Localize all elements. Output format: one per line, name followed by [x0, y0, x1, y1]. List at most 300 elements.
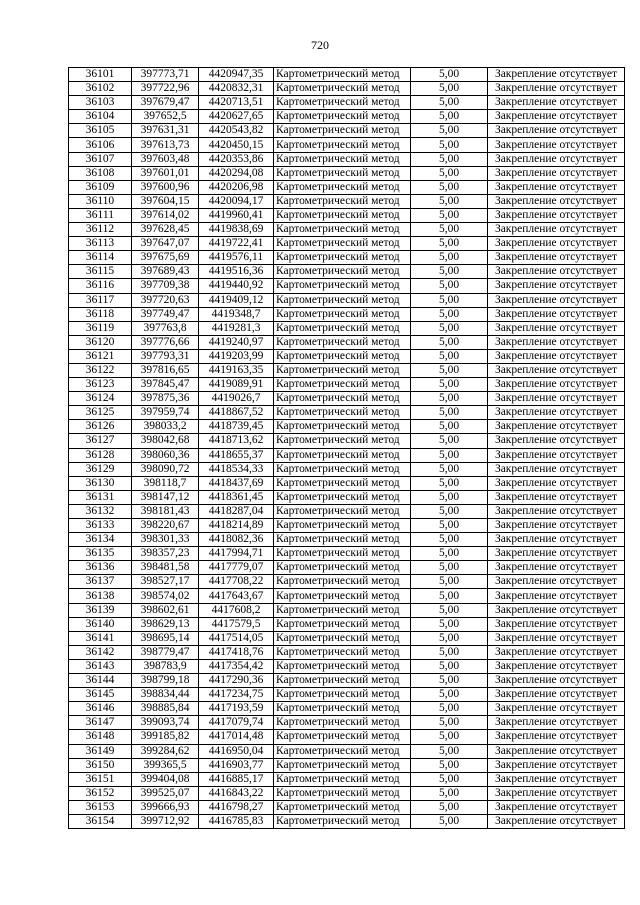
- fixation-cell: Закрепление отсутствует: [488, 575, 625, 589]
- fixation-cell: Закрепление отсутствует: [488, 321, 625, 335]
- fixation-cell: Закрепление отсутствует: [488, 617, 625, 631]
- x-coordinate-cell: 397720,63: [132, 293, 199, 307]
- point-number-cell: 36115: [69, 265, 132, 279]
- point-number-cell: 36109: [69, 180, 132, 194]
- table-row: [69, 321, 625, 335]
- point-number-cell: 36114: [69, 251, 132, 265]
- table-row: [69, 603, 625, 617]
- error-cell: 5,00: [411, 349, 488, 363]
- fixation-cell: Закрепление отсутствует: [488, 349, 625, 363]
- table-row: [69, 434, 625, 448]
- table-row: [69, 786, 625, 800]
- table-row: [69, 575, 625, 589]
- x-coordinate-cell: 397722,96: [132, 82, 199, 96]
- fixation-cell: Закрепление отсутствует: [488, 223, 625, 237]
- y-coordinate-cell: 4419089,91: [199, 378, 274, 392]
- table-row: [69, 293, 625, 307]
- x-coordinate-cell: 397647,07: [132, 237, 199, 251]
- point-number-cell: 36104: [69, 110, 132, 124]
- method-cell: Картометрический метод: [274, 448, 411, 462]
- method-cell: Картометрический метод: [274, 462, 411, 476]
- point-number-cell: 36128: [69, 448, 132, 462]
- error-cell: 5,00: [411, 659, 488, 673]
- table-row: [69, 800, 625, 814]
- fixation-cell: Закрепление отсутствует: [488, 251, 625, 265]
- table-row: [69, 194, 625, 208]
- y-coordinate-cell: 4420353,86: [199, 152, 274, 166]
- point-number-cell: 36121: [69, 349, 132, 363]
- method-cell: Картометрический метод: [274, 166, 411, 180]
- table-row: [69, 378, 625, 392]
- method-cell: Картометрический метод: [274, 617, 411, 631]
- method-cell: Картометрический метод: [274, 307, 411, 321]
- fixation-cell: Закрепление отсутствует: [488, 152, 625, 166]
- x-coordinate-cell: 397763,8: [132, 321, 199, 335]
- x-coordinate-cell: 397773,71: [132, 68, 199, 82]
- x-coordinate-cell: 398060,36: [132, 448, 199, 462]
- method-cell: Картометрический метод: [274, 674, 411, 688]
- y-coordinate-cell: 4417234,75: [199, 688, 274, 702]
- table-row: [69, 490, 625, 504]
- error-cell: 5,00: [411, 321, 488, 335]
- method-cell: Картометрический метод: [274, 800, 411, 814]
- table-row: [69, 645, 625, 659]
- fixation-cell: Закрепление отсутствует: [488, 645, 625, 659]
- method-cell: Картометрический метод: [274, 208, 411, 222]
- fixation-cell: Закрепление отсутствует: [488, 124, 625, 138]
- point-number-cell: 36101: [69, 68, 132, 82]
- y-coordinate-cell: 4419960,41: [199, 208, 274, 222]
- method-cell: Картометрический метод: [274, 490, 411, 504]
- y-coordinate-cell: 4417193,59: [199, 702, 274, 716]
- fixation-cell: Закрепление отсутствует: [488, 716, 625, 730]
- table-row: [69, 702, 625, 716]
- method-cell: Картометрический метод: [274, 349, 411, 363]
- method-cell: Картометрический метод: [274, 321, 411, 335]
- point-number-cell: 36149: [69, 744, 132, 758]
- table-row: [69, 392, 625, 406]
- point-number-cell: 36123: [69, 378, 132, 392]
- method-cell: Картометрический метод: [274, 702, 411, 716]
- point-number-cell: 36111: [69, 208, 132, 222]
- x-coordinate-cell: 397793,31: [132, 349, 199, 363]
- x-coordinate-cell: 397652,5: [132, 110, 199, 124]
- y-coordinate-cell: 4417708,22: [199, 575, 274, 589]
- x-coordinate-cell: 399284,62: [132, 744, 199, 758]
- point-number-cell: 36134: [69, 533, 132, 547]
- page-number: 720: [311, 38, 329, 52]
- point-number-cell: 36113: [69, 237, 132, 251]
- y-coordinate-cell: 4418713,62: [199, 434, 274, 448]
- fixation-cell: Закрепление отсутствует: [488, 730, 625, 744]
- point-number-cell: 36122: [69, 363, 132, 377]
- x-coordinate-cell: 397614,02: [132, 208, 199, 222]
- table-row: [69, 363, 625, 377]
- error-cell: 5,00: [411, 561, 488, 575]
- method-cell: Картометрический метод: [274, 603, 411, 617]
- y-coordinate-cell: 4420094,17: [199, 194, 274, 208]
- method-cell: Картометрический метод: [274, 589, 411, 603]
- point-number-cell: 36129: [69, 462, 132, 476]
- method-cell: Картометрический метод: [274, 293, 411, 307]
- method-cell: Картометрический метод: [274, 265, 411, 279]
- table-row: [69, 180, 625, 194]
- table-row: [69, 758, 625, 772]
- table-row: [69, 617, 625, 631]
- point-number-cell: 36118: [69, 307, 132, 321]
- table-row: [69, 631, 625, 645]
- x-coordinate-cell: 397709,38: [132, 279, 199, 293]
- point-number-cell: 36127: [69, 434, 132, 448]
- x-coordinate-cell: 398783,9: [132, 659, 199, 673]
- point-number-cell: 36151: [69, 772, 132, 786]
- point-number-cell: 36108: [69, 166, 132, 180]
- x-coordinate-cell: 397613,73: [132, 138, 199, 152]
- error-cell: 5,00: [411, 392, 488, 406]
- error-cell: 5,00: [411, 420, 488, 434]
- method-cell: Картометрический метод: [274, 124, 411, 138]
- error-cell: 5,00: [411, 279, 488, 293]
- table-row: [69, 674, 625, 688]
- point-number-cell: 36116: [69, 279, 132, 293]
- table-row: [69, 589, 625, 603]
- method-cell: Картометрический метод: [274, 194, 411, 208]
- fixation-cell: Закрепление отсутствует: [488, 378, 625, 392]
- error-cell: 5,00: [411, 152, 488, 166]
- x-coordinate-cell: 398602,61: [132, 603, 199, 617]
- fixation-cell: Закрепление отсутствует: [488, 688, 625, 702]
- point-number-cell: 36150: [69, 758, 132, 772]
- method-cell: Картометрический метод: [274, 814, 411, 828]
- x-coordinate-cell: 398147,12: [132, 490, 199, 504]
- table-row: [69, 335, 625, 349]
- x-coordinate-cell: 398220,67: [132, 519, 199, 533]
- y-coordinate-cell: 4419026,7: [199, 392, 274, 406]
- y-coordinate-cell: 4419838,69: [199, 223, 274, 237]
- method-cell: Картометрический метод: [274, 476, 411, 490]
- method-cell: Картометрический метод: [274, 68, 411, 82]
- method-cell: Картометрический метод: [274, 547, 411, 561]
- fixation-cell: Закрепление отсутствует: [488, 589, 625, 603]
- y-coordinate-cell: 4417079,74: [199, 716, 274, 730]
- x-coordinate-cell: 397689,43: [132, 265, 199, 279]
- x-coordinate-cell: 397875,36: [132, 392, 199, 406]
- fixation-cell: Закрепление отсутствует: [488, 519, 625, 533]
- fixation-cell: Закрепление отсутствует: [488, 265, 625, 279]
- fixation-cell: Закрепление отсутствует: [488, 208, 625, 222]
- fixation-cell: Закрепление отсутствует: [488, 335, 625, 349]
- point-number-cell: 36141: [69, 631, 132, 645]
- x-coordinate-cell: 398799,18: [132, 674, 199, 688]
- fixation-cell: Закрепление отсутствует: [488, 702, 625, 716]
- x-coordinate-cell: 397631,31: [132, 124, 199, 138]
- table-row: [69, 349, 625, 363]
- error-cell: 5,00: [411, 645, 488, 659]
- error-cell: 5,00: [411, 533, 488, 547]
- fixation-cell: Закрепление отсутствует: [488, 68, 625, 82]
- y-coordinate-cell: 4418361,45: [199, 490, 274, 504]
- x-coordinate-cell: 397600,96: [132, 180, 199, 194]
- error-cell: 5,00: [411, 293, 488, 307]
- fixation-cell: Закрепление отсутствует: [488, 659, 625, 673]
- y-coordinate-cell: 4416903,77: [199, 758, 274, 772]
- x-coordinate-cell: 398779,47: [132, 645, 199, 659]
- fixation-cell: Закрепление отсутствует: [488, 392, 625, 406]
- x-coordinate-cell: 397776,66: [132, 335, 199, 349]
- y-coordinate-cell: 4417779,07: [199, 561, 274, 575]
- x-coordinate-cell: 397604,15: [132, 194, 199, 208]
- error-cell: 5,00: [411, 68, 488, 82]
- y-coordinate-cell: 4417354,42: [199, 659, 274, 673]
- fixation-cell: Закрепление отсутствует: [488, 533, 625, 547]
- y-coordinate-cell: 4419722,41: [199, 237, 274, 251]
- error-cell: 5,00: [411, 194, 488, 208]
- x-coordinate-cell: 399666,93: [132, 800, 199, 814]
- fixation-cell: Закрепление отсутствует: [488, 490, 625, 504]
- table-row: [69, 476, 625, 490]
- error-cell: 5,00: [411, 251, 488, 265]
- y-coordinate-cell: 4418437,69: [199, 476, 274, 490]
- method-cell: Картометрический метод: [274, 758, 411, 772]
- error-cell: 5,00: [411, 589, 488, 603]
- point-number-cell: 36102: [69, 82, 132, 96]
- table-row: [69, 744, 625, 758]
- fixation-cell: Закрепление отсутствует: [488, 504, 625, 518]
- table-row: [69, 237, 625, 251]
- table-row: [69, 279, 625, 293]
- fixation-cell: Закрепление отсутствует: [488, 786, 625, 800]
- error-cell: 5,00: [411, 490, 488, 504]
- x-coordinate-cell: 398629,13: [132, 617, 199, 631]
- x-coordinate-cell: 399712,92: [132, 814, 199, 828]
- fixation-cell: Закрепление отсутствует: [488, 462, 625, 476]
- y-coordinate-cell: 4419281,3: [199, 321, 274, 335]
- error-cell: 5,00: [411, 307, 488, 321]
- fixation-cell: Закрепление отсутствует: [488, 744, 625, 758]
- method-cell: Картометрический метод: [274, 237, 411, 251]
- coordinates-table-body: [69, 68, 625, 829]
- x-coordinate-cell: 399185,82: [132, 730, 199, 744]
- method-cell: Картометрический метод: [274, 138, 411, 152]
- point-number-cell: 36146: [69, 702, 132, 716]
- error-cell: 5,00: [411, 504, 488, 518]
- table-row: [69, 251, 625, 265]
- point-number-cell: 36137: [69, 575, 132, 589]
- y-coordinate-cell: 4416798,27: [199, 800, 274, 814]
- fixation-cell: Закрепление отсутствует: [488, 279, 625, 293]
- method-cell: Картометрический метод: [274, 730, 411, 744]
- point-number-cell: 36130: [69, 476, 132, 490]
- error-cell: 5,00: [411, 786, 488, 800]
- point-number-cell: 36110: [69, 194, 132, 208]
- x-coordinate-cell: 398834,44: [132, 688, 199, 702]
- error-cell: 5,00: [411, 96, 488, 110]
- method-cell: Картометрический метод: [274, 363, 411, 377]
- table-row: [69, 462, 625, 476]
- fixation-cell: Закрепление отсутствует: [488, 363, 625, 377]
- error-cell: 5,00: [411, 702, 488, 716]
- method-cell: Картометрический метод: [274, 744, 411, 758]
- table-row: [69, 772, 625, 786]
- error-cell: 5,00: [411, 772, 488, 786]
- x-coordinate-cell: 398357,23: [132, 547, 199, 561]
- error-cell: 5,00: [411, 406, 488, 420]
- y-coordinate-cell: 4420294,08: [199, 166, 274, 180]
- table-row: [69, 561, 625, 575]
- point-number-cell: 36107: [69, 152, 132, 166]
- y-coordinate-cell: 4416843,22: [199, 786, 274, 800]
- method-cell: Картометрический метод: [274, 96, 411, 110]
- x-coordinate-cell: 399404,08: [132, 772, 199, 786]
- error-cell: 5,00: [411, 138, 488, 152]
- method-cell: Картометрический метод: [274, 659, 411, 673]
- error-cell: 5,00: [411, 363, 488, 377]
- y-coordinate-cell: 4417014,48: [199, 730, 274, 744]
- point-number-cell: 36143: [69, 659, 132, 673]
- table-row: [69, 208, 625, 222]
- error-cell: 5,00: [411, 180, 488, 194]
- table-row: [69, 138, 625, 152]
- point-number-cell: 36135: [69, 547, 132, 561]
- x-coordinate-cell: 397675,69: [132, 251, 199, 265]
- error-cell: 5,00: [411, 800, 488, 814]
- table-row: [69, 716, 625, 730]
- y-coordinate-cell: 4420947,35: [199, 68, 274, 82]
- error-cell: 5,00: [411, 688, 488, 702]
- table-row: [69, 547, 625, 561]
- fixation-cell: Закрепление отсутствует: [488, 237, 625, 251]
- y-coordinate-cell: 4419163,35: [199, 363, 274, 377]
- x-coordinate-cell: 397601,01: [132, 166, 199, 180]
- x-coordinate-cell: 398885,84: [132, 702, 199, 716]
- table-row: [69, 406, 625, 420]
- error-cell: 5,00: [411, 603, 488, 617]
- table-row: [69, 96, 625, 110]
- fixation-cell: Закрепление отсутствует: [488, 110, 625, 124]
- error-cell: 5,00: [411, 223, 488, 237]
- fixation-cell: Закрепление отсутствует: [488, 631, 625, 645]
- point-number-cell: 36147: [69, 716, 132, 730]
- method-cell: Картометрический метод: [274, 279, 411, 293]
- method-cell: Картометрический метод: [274, 519, 411, 533]
- method-cell: Картометрический метод: [274, 575, 411, 589]
- error-cell: 5,00: [411, 110, 488, 124]
- table-row: [69, 519, 625, 533]
- error-cell: 5,00: [411, 237, 488, 251]
- y-coordinate-cell: 4419576,11: [199, 251, 274, 265]
- y-coordinate-cell: 4420450,15: [199, 138, 274, 152]
- fixation-cell: Закрепление отсутствует: [488, 814, 625, 828]
- point-number-cell: 36106: [69, 138, 132, 152]
- point-number-cell: 36136: [69, 561, 132, 575]
- method-cell: Картометрический метод: [274, 251, 411, 265]
- error-cell: 5,00: [411, 617, 488, 631]
- y-coordinate-cell: 4417579,5: [199, 617, 274, 631]
- table-row: [69, 166, 625, 180]
- x-coordinate-cell: 397603,48: [132, 152, 199, 166]
- fixation-cell: Закрепление отсутствует: [488, 180, 625, 194]
- point-number-cell: 36144: [69, 674, 132, 688]
- error-cell: 5,00: [411, 124, 488, 138]
- y-coordinate-cell: 4419348,7: [199, 307, 274, 321]
- table-row: [69, 420, 625, 434]
- fixation-cell: Закрепление отсутствует: [488, 138, 625, 152]
- fixation-cell: Закрепление отсутствует: [488, 194, 625, 208]
- error-cell: 5,00: [411, 575, 488, 589]
- method-cell: Картометрический метод: [274, 533, 411, 547]
- x-coordinate-cell: 397679,47: [132, 96, 199, 110]
- point-number-cell: 36154: [69, 814, 132, 828]
- method-cell: Картометрический метод: [274, 180, 411, 194]
- fixation-cell: Закрепление отсутствует: [488, 293, 625, 307]
- point-number-cell: 36133: [69, 519, 132, 533]
- table-row: [69, 82, 625, 96]
- table-row: [69, 223, 625, 237]
- y-coordinate-cell: 4418214,89: [199, 519, 274, 533]
- y-coordinate-cell: 4417994,71: [199, 547, 274, 561]
- y-coordinate-cell: 4419409,12: [199, 293, 274, 307]
- y-coordinate-cell: 4417514,05: [199, 631, 274, 645]
- method-cell: Картометрический метод: [274, 504, 411, 518]
- point-number-cell: 36103: [69, 96, 132, 110]
- fixation-cell: Закрепление отсутствует: [488, 307, 625, 321]
- y-coordinate-cell: 4420627,65: [199, 110, 274, 124]
- y-coordinate-cell: 4420713,51: [199, 96, 274, 110]
- point-number-cell: 36139: [69, 603, 132, 617]
- y-coordinate-cell: 4418082,36: [199, 533, 274, 547]
- table-row: [69, 124, 625, 138]
- method-cell: Картометрический метод: [274, 110, 411, 124]
- method-cell: Картометрический метод: [274, 716, 411, 730]
- table-row: [69, 533, 625, 547]
- table-row: [69, 504, 625, 518]
- method-cell: Картометрический метод: [274, 378, 411, 392]
- method-cell: Картометрический метод: [274, 392, 411, 406]
- x-coordinate-cell: 398574,02: [132, 589, 199, 603]
- table-row: [69, 688, 625, 702]
- x-coordinate-cell: 399525,07: [132, 786, 199, 800]
- y-coordinate-cell: 4418867,52: [199, 406, 274, 420]
- y-coordinate-cell: 4420206,98: [199, 180, 274, 194]
- y-coordinate-cell: 4417290,36: [199, 674, 274, 688]
- y-coordinate-cell: 4419203,99: [199, 349, 274, 363]
- x-coordinate-cell: 398033,2: [132, 420, 199, 434]
- method-cell: Картометрический метод: [274, 82, 411, 96]
- error-cell: 5,00: [411, 547, 488, 561]
- fixation-cell: Закрепление отсутствует: [488, 448, 625, 462]
- x-coordinate-cell: 398181,43: [132, 504, 199, 518]
- error-cell: 5,00: [411, 730, 488, 744]
- method-cell: Картометрический метод: [274, 645, 411, 659]
- method-cell: Картометрический метод: [274, 772, 411, 786]
- point-number-cell: 36148: [69, 730, 132, 744]
- y-coordinate-cell: 4418739,45: [199, 420, 274, 434]
- fixation-cell: Закрепление отсутствует: [488, 82, 625, 96]
- fixation-cell: Закрепление отсутствует: [488, 406, 625, 420]
- fixation-cell: Закрепление отсутствует: [488, 166, 625, 180]
- y-coordinate-cell: 4417608,2: [199, 603, 274, 617]
- x-coordinate-cell: 397749,47: [132, 307, 199, 321]
- y-coordinate-cell: 4418534,33: [199, 462, 274, 476]
- method-cell: Картометрический метод: [274, 420, 411, 434]
- point-number-cell: 36112: [69, 223, 132, 237]
- point-number-cell: 36142: [69, 645, 132, 659]
- fixation-cell: Закрепление отсутствует: [488, 434, 625, 448]
- error-cell: 5,00: [411, 519, 488, 533]
- coordinates-table: [68, 67, 625, 829]
- fixation-cell: Закрепление отсутствует: [488, 674, 625, 688]
- table-row: [69, 448, 625, 462]
